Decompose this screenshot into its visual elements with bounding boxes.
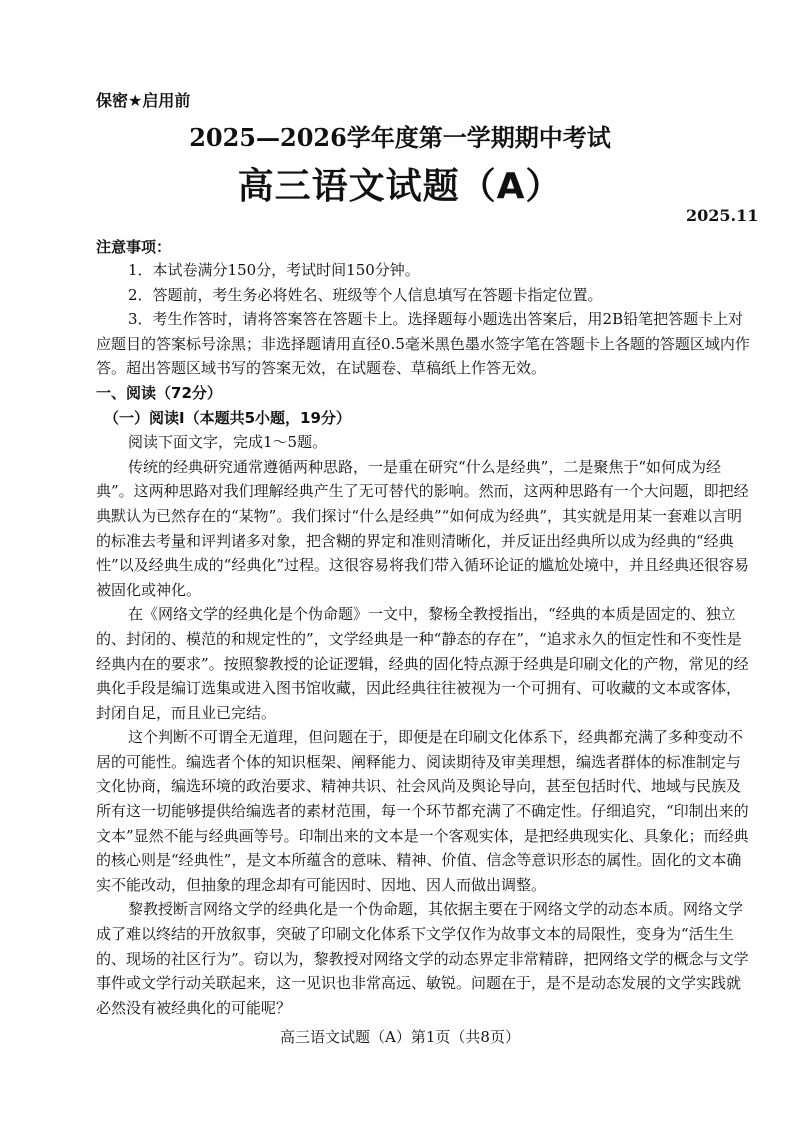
confidential-mark: 保密★启用前 <box>96 91 191 110</box>
notice-item-1: 1．本试卷满分150分，考试时间150分钟。 <box>128 261 420 279</box>
passage-paragraph-3: 这个判断不可谓全无道理，但问题在于，即便是在印刷文化体系下，经典都充满了多种变动不居的可能性。编选者个体的知识框架、阐释能力、阅读期待及审美理想，编选者群体的标准制定与文化协商，编选环境的政治要求、精神共识、社会风尚及舆论导向，甚至包括时代、地域与民族及所有这一切能够提供给编选者的素材范围，每一个环节都充满了不确定性。仔细追究，“印制出来的文本”显然不能与经典画等号。印制出来的文本是一个客观实体，是把经典现实化、具象化；而经典的核心则是“经典性”，是文本所蕴含的意味、精神、价值、信念等意识形态的属性。固化的文本确实不能改动，但抽象的理念却有可能因时、因地、因人而做出调整。 <box>96 728 749 894</box>
document-body <box>96 258 752 1020</box>
passage-paragraph-4: 黎教授断言网络文学的经典化是一个伪命题，其依据主要在于网络文学的动态本质。网络文学成了难以终结的开放叙事，突破了印刷文化体系下文学仅作为故事文本的局限性，变身为“活生生的、现场的社区行为”。窃以为，黎教授对网络文学的动态界定非常精辟，把网络文学的概念与文学事件或文学行动关联起来，这一见识也非常高远、敏锐。问题在于，是不是动态发展的文学实践就必然没有被经典化的可能呢？ <box>96 900 749 1017</box>
passage-paragraph-2: 在《网络文学的经典化是个伪命题》一文中，黎杨全教授指出，“经典的本质是固定的、独立的、封闭的、模范的和规定性的”，文学经典是一种“静态的存在”，“追求永久的恒定性和不变性是经典内在的要求”。按照黎教授的论证逻辑，经典的固化特点源于经典是印刷文化的产物，常见的经典化手段是编订选集或进入图书馆收藏，因此经典往往被视为一个可拥有、可收藏的文本或客体，封闭自足，而且业已完结。 <box>96 605 749 722</box>
page-footer: 高三语文试题（A）第1页（共8页） <box>280 1028 520 1046</box>
section-title: 一、阅读（72分） <box>96 383 222 402</box>
passage-paragraph-1: 传统的经典研究通常遵循两种思路，一是重在研究“什么是经典”，二是聚焦于“如何成为经典”。这两种思路对我们理解经典产生了无可替代的影响。然而，这两种思路有一个大问题，即把经典默认为已然存在的“某物”。我们探讨“什么是经典”“如何成为经典”，其实就是用某一套难以言明的标准去考量和评判诸多对象，把含糊的界定和准则清晰化，并反证出经典所以成为经典的“经典性”以及经典生成的“经典化”过程。这很容易将我们带入循环论证的尴尬处境中，并且经典还很容易被固化或神化。 <box>96 457 750 599</box>
reading-instruction: 阅读下面文字，完成1～5题。 <box>128 433 328 452</box>
notice-item-3: 3．考生作答时，请将答案答在答题卡上。选择题每小题选出答案后，用2B铅笔把答题卡上对应题目的答案标号涂黑；非选择题请用直径0.5毫米黑色墨水签字笔在答题卡上各题的答题区域内作答。超出答题区域书写的答案无效，在试题卷、草稿纸上作答无效。 <box>96 310 750 378</box>
subsection-title: （一）阅读I（本题共5小题，19分） <box>104 408 351 427</box>
exam-date: 2025.11 <box>686 206 759 225</box>
exam-title: 2025—2026学年度第一学期期中考试 <box>189 123 611 152</box>
notice-item-2: 2．答题前，考生务必将姓名、班级等个人信息填写在答题卡指定位置。 <box>128 285 603 304</box>
notice-heading: 注意事项： <box>96 238 172 256</box>
paper-title: 高三语文试题（A） <box>237 166 563 207</box>
